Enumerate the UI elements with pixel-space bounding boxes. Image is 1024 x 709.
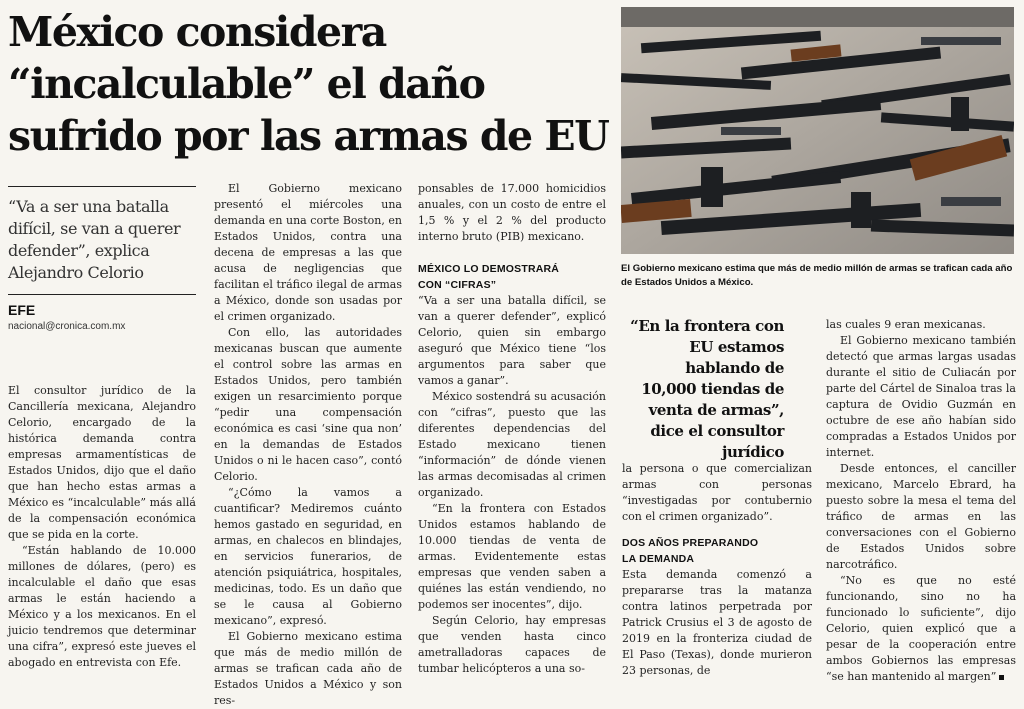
col2-paragraph-2: Con ello, las autoridades mexicanas buscan que aumente el control sobre las armas en Estados Unidos, pero también exigen un resarcimiento porque “pedir una compensación económica es casi ‘sine qua non’ en la demandas de Estados Unidos o ni le hacen caso”, contó Celorio.: [214, 326, 402, 483]
col5-paragraph-1: las cuales 9 eran mexicanas.: [826, 318, 986, 331]
pull-quote: “En la frontera con EU estamos hablando de 10,000 tiendas de venta de armas”, dice el consultor jurídico: [630, 317, 784, 461]
col4-paragraph-2: Esta demanda comenzó a prepararse tras la matanza contra latinos perpetrada por Patrick Crusius el 3 de agosto de 2019 en la fronteriza ciudad de El Paso (Texas), donde murieron 23 personas, de: [622, 568, 812, 677]
subhead-demanda-line-1: DOS AÑOS PREPARANDO: [622, 537, 759, 549]
col5-paragraph-2: El Gobierno mexicano también detectó que armas largas usadas durante el sitio de Culiacán por parte del Cártel de Sinaloa tras la captura de Ovidio Guzmán en octubre de ese año habían sido compradas a Estados Unidos por internet.: [826, 334, 1016, 459]
end-mark-icon: [999, 675, 1004, 680]
headline-line-1: México considera: [8, 8, 386, 56]
headline: [8, 6, 608, 162]
deck-top-rule: [8, 186, 196, 187]
headline-line-2: “incalculable” el daño: [8, 60, 485, 108]
col2-paragraph-3: “¿Cómo la vamos a cuantificar? Mediremos cuánto hemos gastado en seguridad, en armas, en chalecos en blindajes, en servicios funerarios, de atención psiquiátrica, hospitales, medicinas, todo. Es un daño que se le causa al Gobierno mexicano”, expresó.: [214, 486, 402, 627]
byline-email: nacional@cronica.com.mx: [8, 321, 126, 332]
weapons-photo-image: [621, 7, 1014, 254]
deck-bottom-rule: [8, 294, 196, 295]
column-4: [622, 461, 812, 679]
subhead-cifras-line-1: MÉXICO LO DEMOSTRARÁ: [418, 263, 560, 275]
headline-line-3: sufrido por las armas de EU: [8, 112, 609, 160]
col3-paragraph-5: Según Celorio, hay empresas que venden hasta cinco ametralladoras capaces de tumbar helicópteros a una so-: [418, 614, 606, 675]
col5-paragraph-4-text: “No es que no esté funcionando, sino no ha funcionado lo suficiente”, dijo Celorio, quien explicó que a pesar de la cooperación entre ambos Gobiernos las empresas “se han mantenido al margen”: [826, 574, 1016, 683]
column-5: [826, 317, 1016, 685]
col5-paragraph-3: Desde entonces, el canciller mexicano, Marcelo Ebrard, ha puesto sobre la mesa el tema del tráfico de armas en las conversaciones con el Gobierno de Estados Unidos sobre narcotráfico.: [826, 462, 1016, 571]
col4-paragraph-1: la persona o que comercializan armas con personas “investigadas por contubernio con el crimen organizado”.: [622, 462, 812, 523]
col5-paragraph-4: [826, 573, 1016, 685]
col3-paragraph-3: México sostendrá su acusación con “cifras”, puesto que las diferentes dependencias del Estado mexicano tienen “información” de dónde vienen las armas decomisadas al crimen organizado.: [418, 390, 606, 499]
col3-paragraph-1: ponsables de 17.000 homicidios anuales, con un costo de entre el 1,5 % y el 2 % del producto interno bruto (PIB) mexicano.: [418, 182, 606, 243]
byline-agency: EFE: [8, 302, 36, 318]
col1-paragraph-2: “Están hablando de 10.000 millones de dólares, (pero) es incalculable el daño que esas armas le están haciendo a México y a los mexicanos. En el juicio tendremos que determinar una cifra”, expresó este jueves el abogado en entrevista con Efe.: [8, 544, 196, 669]
col3-paragraph-2: “Va a ser una batalla difícil, se van a querer defender”, explicó Celorio, quien sin embargo aseguró que México tiene “los argumentos para saber que vamos a ganar”.: [418, 294, 606, 387]
photo-caption: El Gobierno mexicano estima que más de medio millón de armas se trafican cada año de Estados Unidos a México.: [621, 263, 1013, 288]
subhead-demanda-line-2: LA DEMANDA: [622, 553, 695, 565]
deck: “Va a ser una batalla difícil, se van a querer defender”, explica Alejandro Celorio: [8, 197, 181, 282]
column-1: [8, 383, 196, 671]
weapons-photo: [621, 7, 1014, 254]
column-2: [214, 181, 402, 709]
col3-paragraph-4: “En la frontera con Estados Unidos estamos hablando de 10.000 tiendas de venta de armas. Evidentemente estas empresas que venden saben a quiénes las están vendiendo, no podemos ser inocentes”, dijo.: [418, 502, 606, 611]
subhead-cifras-line-2: CON “CIFRAS”: [418, 279, 497, 291]
col2-paragraph-4: El Gobierno mexicano estima que más de medio millón de armas se trafican cada año de Estados Unidos a México y son res-: [214, 630, 402, 707]
col1-paragraph-1: El consultor jurídico de la Cancillería mexicana, Alejandro Celorio, encargado de la histórica demanda contra empresas armamentísticas de Estados Unidos, dijo que el daño que han hecho estas armas a México es “incalculable” más allá de la compensación económica que se pida en la corte.: [8, 384, 196, 541]
column-3: [418, 181, 606, 677]
col2-paragraph-1: El Gobierno mexicano presentó el miércoles una demanda en una corte Boston, en Estados Unidos, contra una decena de empresas a las que acusa de negligencias que facilitan el tráfico ilegal de armas a México, donde son usadas por el crimen organizado.: [214, 182, 402, 323]
